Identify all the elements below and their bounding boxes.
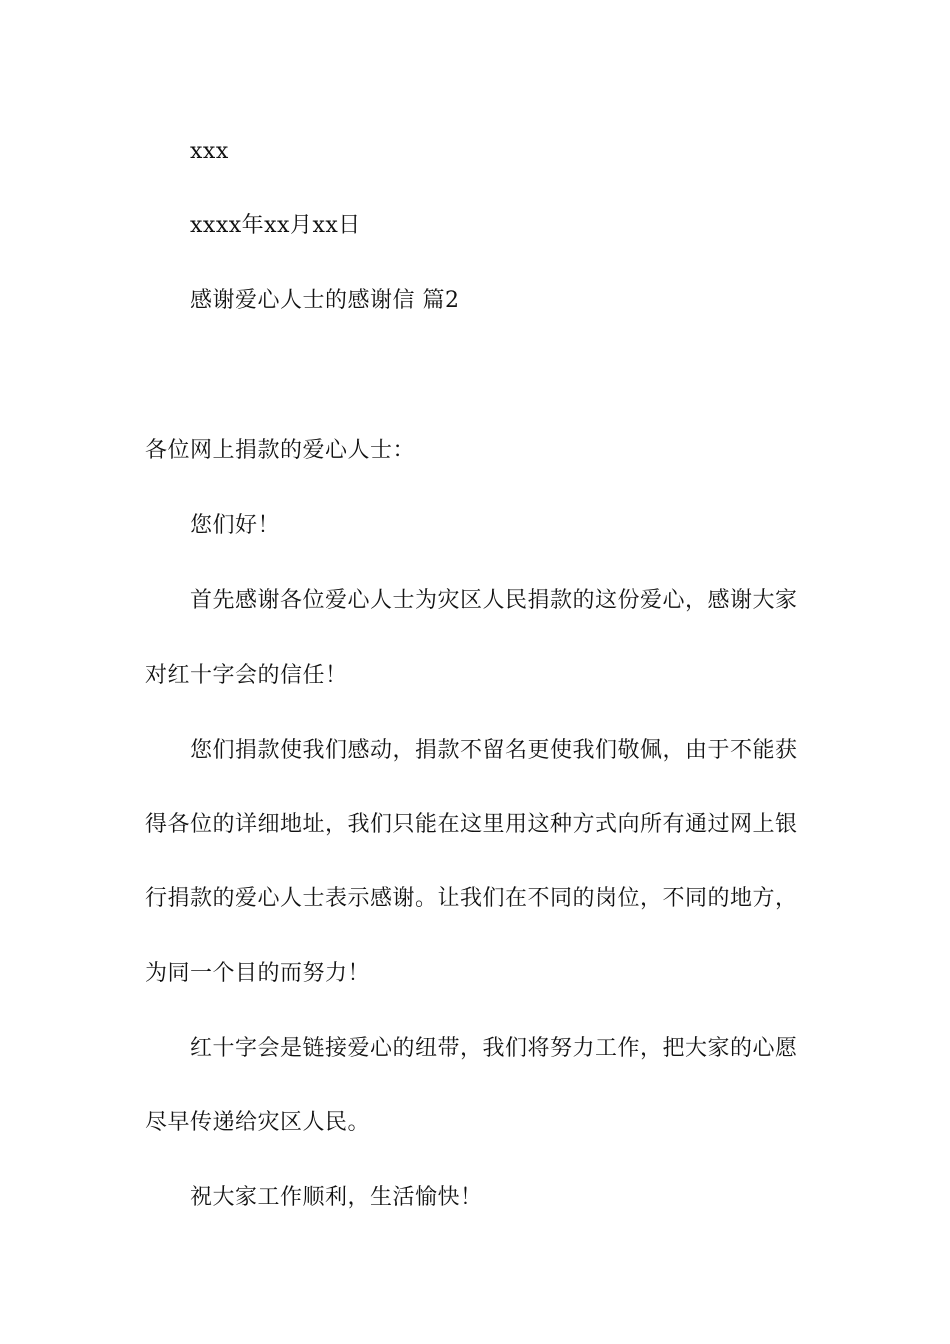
paragraph-2-line-1: 您们捐款使我们感动，捐款不留名更使我们敬佩，由于不能获 (190, 738, 798, 763)
paragraph-3-line-1: 红十字会是链接爱心的纽带，我们将努力工作，把大家的心愿 (190, 1036, 798, 1061)
date-text: xxxx年xx月xx日 (190, 213, 361, 238)
section-title: 感谢爱心人士的感谢信 篇2 (190, 288, 460, 313)
paragraph-2-line-2: 得各位的详细地址，我们只能在这里用这种方式向所有通过网上银 (145, 812, 798, 837)
paragraph-3-line-2: 尽早传递给灾区人民。 (145, 1110, 371, 1135)
closing-wish: 祝大家工作顺利，生活愉快！ (190, 1185, 483, 1210)
paragraph-1-line-2: 对红十字会的信任！ (145, 663, 348, 688)
paragraph-2-line-3: 行捐款的爱心人士表示感谢。让我们在不同的岗位，不同的地方， (145, 886, 798, 911)
salutation: 各位网上捐款的爱心人士： (145, 438, 416, 463)
greeting: 您们好！ (190, 513, 281, 538)
paragraph-1-line-1: 首先感谢各位爱心人士为灾区人民捐款的这份爱心，感谢大家 (190, 588, 798, 613)
paragraph-2-line-4: 为同一个目的而努力！ (145, 961, 371, 986)
signature-text: xxx (190, 139, 229, 164)
